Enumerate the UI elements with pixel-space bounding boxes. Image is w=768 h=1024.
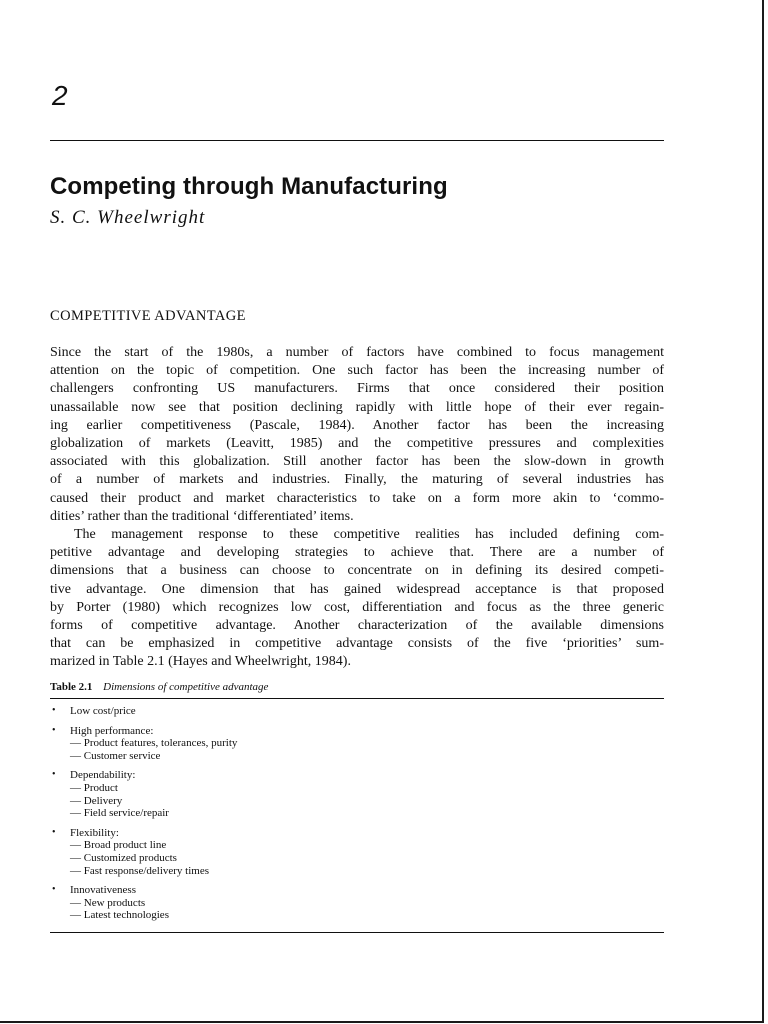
text-line: caused their product and market characteristics to take on a form more akin to ‘commo-: [50, 490, 664, 506]
text-line: Since the start of the 1980s, a number of factors have combined to focus management: [50, 345, 664, 360]
text-line: forms of competitive advantage. Another characterization of the available dimensions: [50, 618, 664, 634]
sub-item: — Product features, tolerances, purity: [70, 737, 238, 750]
section-heading: COMPETITIVE ADVANTAGE: [50, 308, 246, 324]
item-label: Dependability:: [70, 769, 136, 782]
sub-item: — Delivery: [70, 794, 123, 807]
list-item: [50, 769, 237, 819]
list-item: [50, 827, 237, 877]
table-body: [50, 705, 237, 929]
text-line: of a number of markets and industries. Finally, the maturing of several industries has: [50, 472, 664, 488]
text-line: associated with this globalization. Still another factor has been the slow-down in growth: [50, 454, 664, 470]
list-item: [50, 725, 237, 763]
text-line: unassailable now see that position declining rapidly with little hope of their ever regain-: [50, 399, 664, 415]
table-bottom-rule: [50, 932, 664, 933]
sub-item: — Customer service: [70, 749, 161, 762]
text-line: attention on the topic of competition. One such factor has been the increasing number of: [50, 363, 664, 379]
item-label: Flexibility:: [70, 826, 119, 839]
item-label: Low cost/price: [70, 705, 136, 717]
paragraph-1: [50, 344, 664, 526]
paragraph-2: [50, 526, 664, 672]
sub-item: — Latest technologies: [70, 909, 169, 922]
text-line: ing earlier competitiveness (Pascale, 1984). Another factor has been the increasing: [50, 417, 664, 433]
bullet-icon: •: [52, 884, 56, 896]
sub-item: — Product: [70, 781, 118, 794]
body-text: [50, 344, 664, 672]
author-name: S. C. Wheelwright: [50, 207, 206, 228]
list-item: [50, 705, 237, 718]
text-line: The management response to these competitive realities has included defining com-: [74, 527, 664, 543]
item-label: High performance:: [70, 724, 154, 737]
chapter-title: Competing through Manufacturing: [50, 173, 448, 200]
sub-item: — Fast response/delivery times: [70, 864, 210, 877]
chapter-number: 2: [52, 80, 68, 111]
text-line: tive advantage. One dimension that has gained widespread acceptance is that proposed: [50, 581, 664, 597]
text-line: petitive advantage and developing strategies to achieve that. There are a number of: [50, 545, 664, 561]
bullet-icon: •: [52, 769, 56, 781]
item-label: Innovativeness: [70, 884, 136, 897]
text-line: that can be emphasized in competitive advantage consists of the five ‘priorities’ sum-: [50, 636, 664, 652]
table-top-rule: [50, 698, 664, 699]
list-item: [50, 884, 237, 922]
text-line: dities’ rather than the traditional ‘differentiated’ items.: [50, 508, 354, 524]
table-label: Table 2.1: [50, 681, 93, 693]
bullet-icon: •: [52, 705, 56, 716]
sub-item: — Customized products: [70, 851, 177, 864]
bullet-icon: •: [52, 826, 56, 838]
table-title: Dimensions of competitive advantage: [103, 681, 269, 693]
text-line: marized in Table 2.1 (Hayes and Wheelwright, 1984).: [50, 654, 351, 670]
table-caption: [50, 681, 268, 693]
text-line: by Porter (1980) which recognizes low cost, differentiation and focus as the three generic: [50, 599, 664, 615]
text-line: dimensions that a business can choose to concentrate on in defining its desired competi-: [50, 563, 664, 579]
bullet-icon: •: [52, 724, 56, 736]
chapter-divider: [50, 140, 664, 141]
text-line: challengers confronting US manufacturers. Firms that once considered their position: [50, 381, 664, 397]
text-line: globalization of markets (Leavitt, 1985) and the competitive pressures and complexities: [50, 436, 664, 452]
sub-item: — New products: [70, 896, 146, 909]
sub-item: — Field service/repair: [70, 807, 169, 820]
sub-item: — Broad product line: [70, 839, 167, 852]
